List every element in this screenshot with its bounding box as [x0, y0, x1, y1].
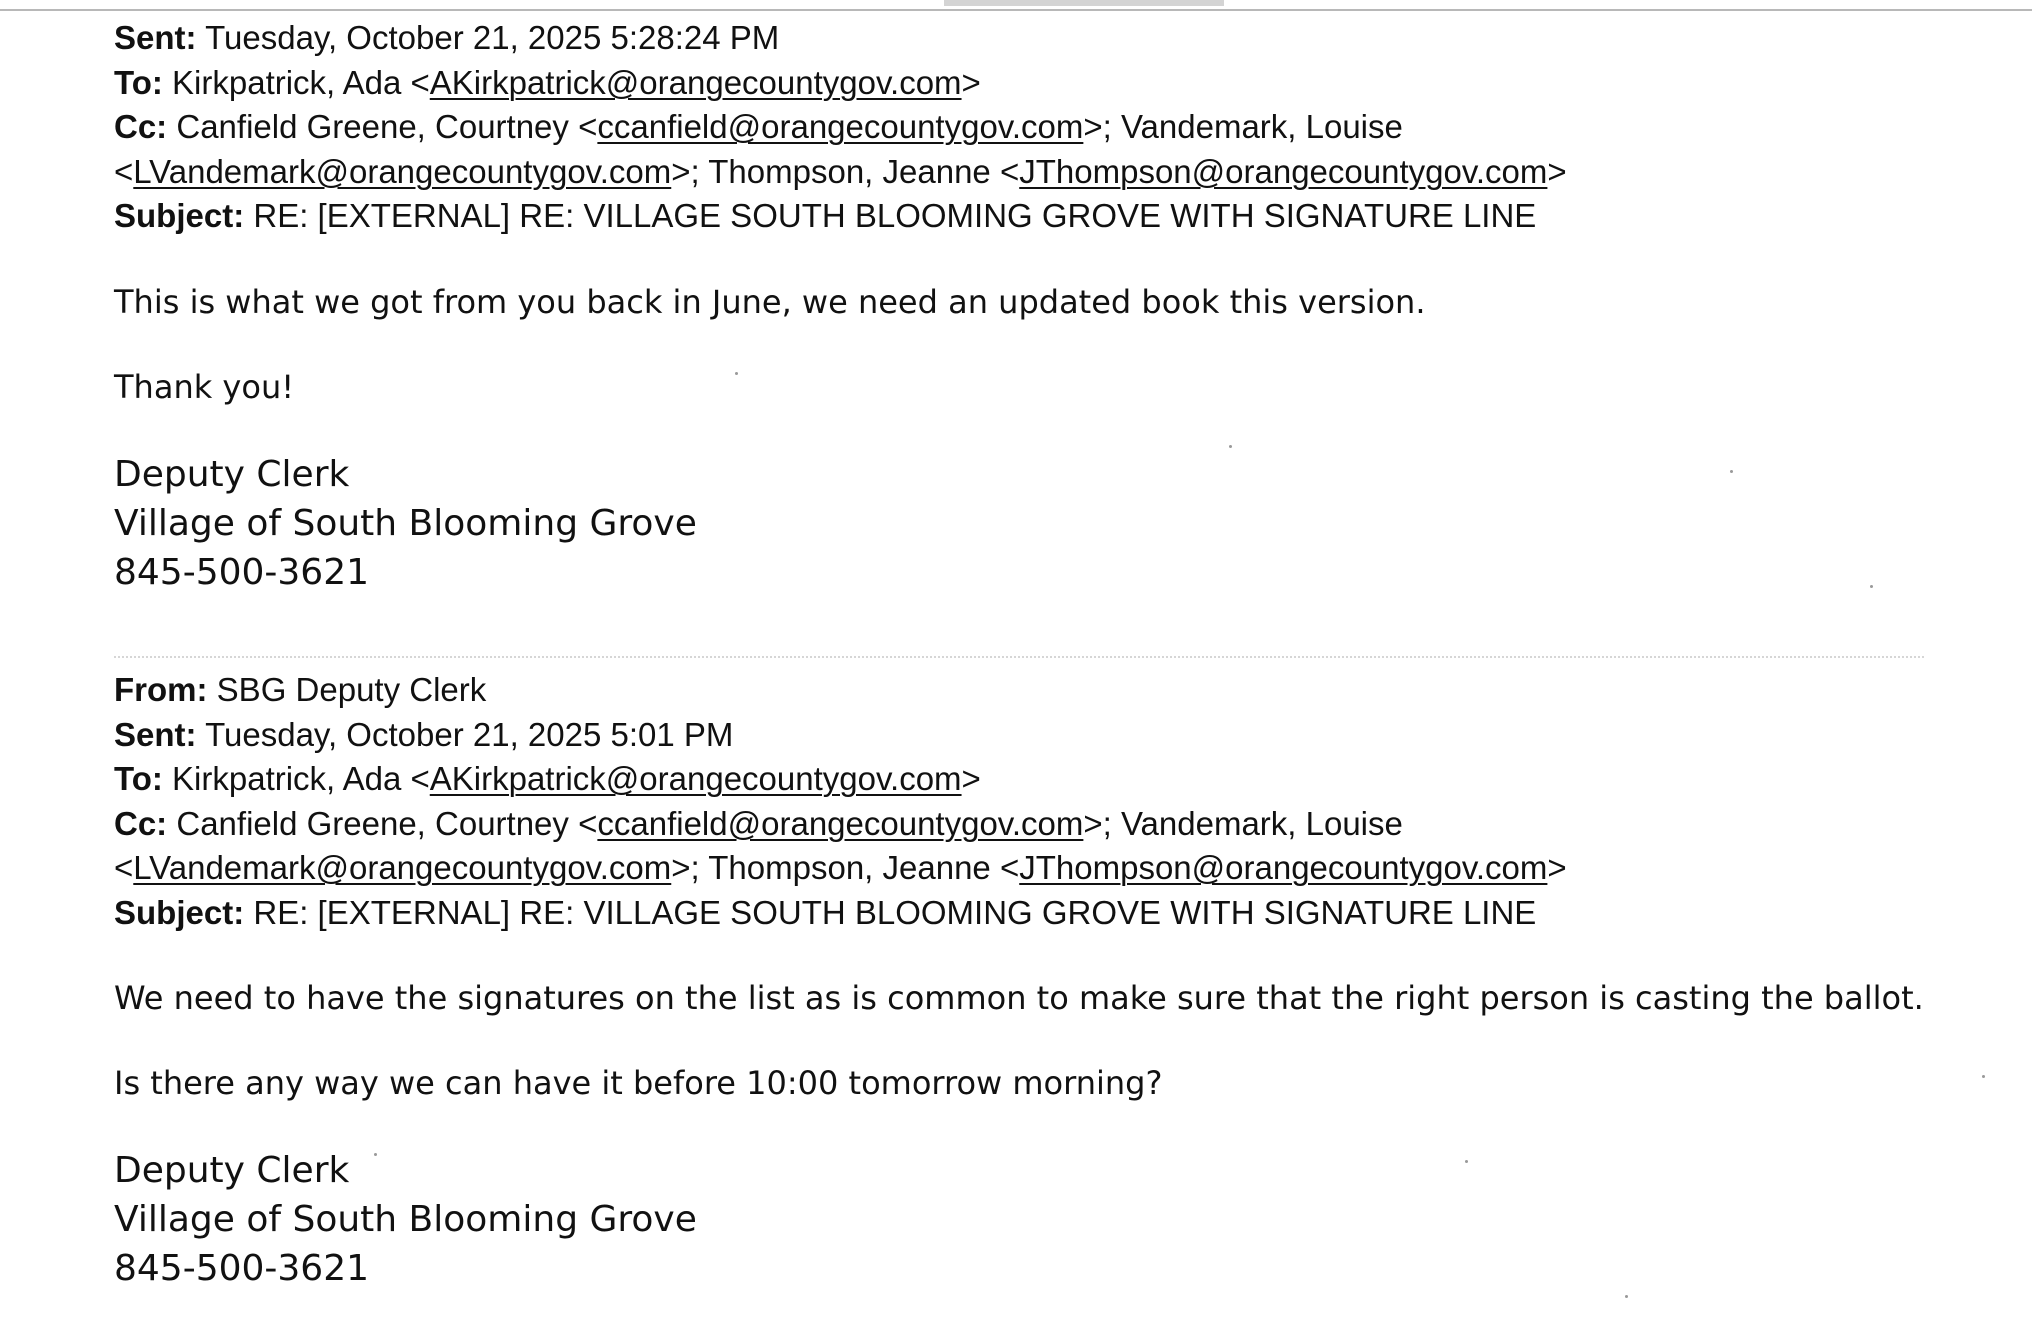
signature-block: [114, 1146, 1994, 1293]
to-line: To: Kirkpatrick, Ada <AKirkpatrick@orangecountygov.com>: [114, 63, 981, 101]
to-label: To:: [114, 760, 163, 797]
signature-organization: Village of South Blooming Grove: [114, 502, 697, 544]
scan-speck: [1229, 445, 1232, 448]
to-line: To: Kirkpatrick, Ada <AKirkpatrick@orangecountygov.com>: [114, 760, 981, 797]
signature-organization: Village of South Blooming Grove: [114, 1199, 697, 1240]
cc-name: Thompson, Jeanne: [708, 849, 991, 886]
scan-top-tab: [944, 0, 1224, 6]
scan-top-rule: [0, 9, 2032, 11]
sent-line: [114, 16, 1994, 61]
cc-line-continued: <LVandemark@orangecountygov.com>; Thompson, Jeanne <JThompson@orangecountygov.com>: [114, 152, 1567, 190]
cc-email-link[interactable]: JThompson@orangecountygov.com: [1019, 152, 1548, 190]
from-value: SBG Deputy Clerk: [216, 671, 487, 708]
scan-speck: [1982, 1075, 1985, 1078]
to-email-link[interactable]: AKirkpatrick@orangecountygov.com: [429, 63, 962, 101]
email-message-2: [114, 668, 1994, 1293]
cc-email-link[interactable]: JThompson@orangecountygov.com: [1019, 849, 1548, 886]
body-paragraph: Thank you!: [114, 367, 295, 406]
email-message-1: [114, 16, 1994, 597]
signature-title: Deputy Clerk: [114, 453, 350, 495]
scan-speck: [1625, 1295, 1628, 1298]
to-email-link[interactable]: AKirkpatrick@orangecountygov.com: [429, 760, 962, 797]
signature-phone: 845-500-3621: [114, 551, 370, 593]
body-paragraph: Is there any way we can have it before 10:00 tomorrow morning?: [114, 1064, 1163, 1102]
sent-label: Sent:: [114, 715, 197, 753]
scan-speck: [735, 372, 738, 375]
scan-speck: [1730, 470, 1733, 473]
cc-line: Cc: Canfield Greene, Courtney <ccanfield@orangecountygov.com>; Vandemark, Louise: [114, 108, 1403, 145]
signature-title: Deputy Clerk: [114, 1150, 350, 1191]
cc-name: Vandemark, Louise: [1120, 108, 1403, 145]
body-paragraph: This is what we got from you back in June, we need an updated book this version.: [114, 282, 1426, 321]
cc-name: Canfield Greene, Courtney: [176, 804, 569, 842]
subject-value: RE: [EXTERNAL] RE: VILLAGE SOUTH BLOOMING GROVE WITH SIGNATURE LINE: [253, 197, 1537, 234]
signature-phone: 845-500-3621: [114, 1248, 370, 1289]
sent-label: Sent:: [114, 19, 197, 56]
subject-line: [114, 891, 1994, 936]
message-divider: [114, 656, 1924, 658]
subject-label: Subject:: [114, 197, 245, 234]
from-line: [114, 668, 1994, 713]
sent-line: [114, 713, 1994, 758]
cc-email-link[interactable]: ccanfield@orangecountygov.com: [597, 804, 1084, 842]
cc-name: Canfield Greene, Courtney: [176, 108, 569, 145]
scan-speck: [374, 1153, 377, 1156]
scan-speck: [1465, 1160, 1468, 1163]
subject-line: [114, 194, 1994, 239]
body-paragraph: We need to have the signatures on the list as is common to make sure that the right person is casting the ballot.: [114, 979, 1924, 1017]
cc-name: Thompson, Jeanne: [708, 152, 991, 190]
cc-email-link[interactable]: ccanfield@orangecountygov.com: [597, 108, 1084, 145]
subject-value: RE: [EXTERNAL] RE: VILLAGE SOUTH BLOOMING GROVE WITH SIGNATURE LINE: [253, 893, 1537, 931]
sent-value: Tuesday, October 21, 2025 5:01 PM: [205, 715, 734, 753]
cc-label: Cc:: [114, 804, 168, 842]
cc-name: Vandemark, Louise: [1120, 804, 1403, 842]
cc-line: Cc: Canfield Greene, Courtney <ccanfield@orangecountygov.com>; Vandemark, Louise: [114, 804, 1403, 842]
scan-speck: [1870, 585, 1873, 588]
cc-email-link[interactable]: LVandemark@orangecountygov.com: [133, 849, 672, 886]
cc-line-continued: <LVandemark@orangecountygov.com>; Thompson, Jeanne <JThompson@orangecountygov.com>: [114, 849, 1567, 886]
to-label: To:: [114, 63, 163, 101]
to-name: Kirkpatrick, Ada: [172, 760, 402, 797]
subject-label: Subject:: [114, 893, 245, 931]
sent-value: Tuesday, October 21, 2025 5:28:24 PM: [205, 19, 780, 56]
from-label: From:: [114, 671, 208, 708]
cc-label: Cc:: [114, 108, 168, 145]
signature-block: [114, 450, 1994, 597]
to-name: Kirkpatrick, Ada: [172, 63, 402, 101]
cc-email-link[interactable]: LVandemark@orangecountygov.com: [133, 152, 672, 190]
